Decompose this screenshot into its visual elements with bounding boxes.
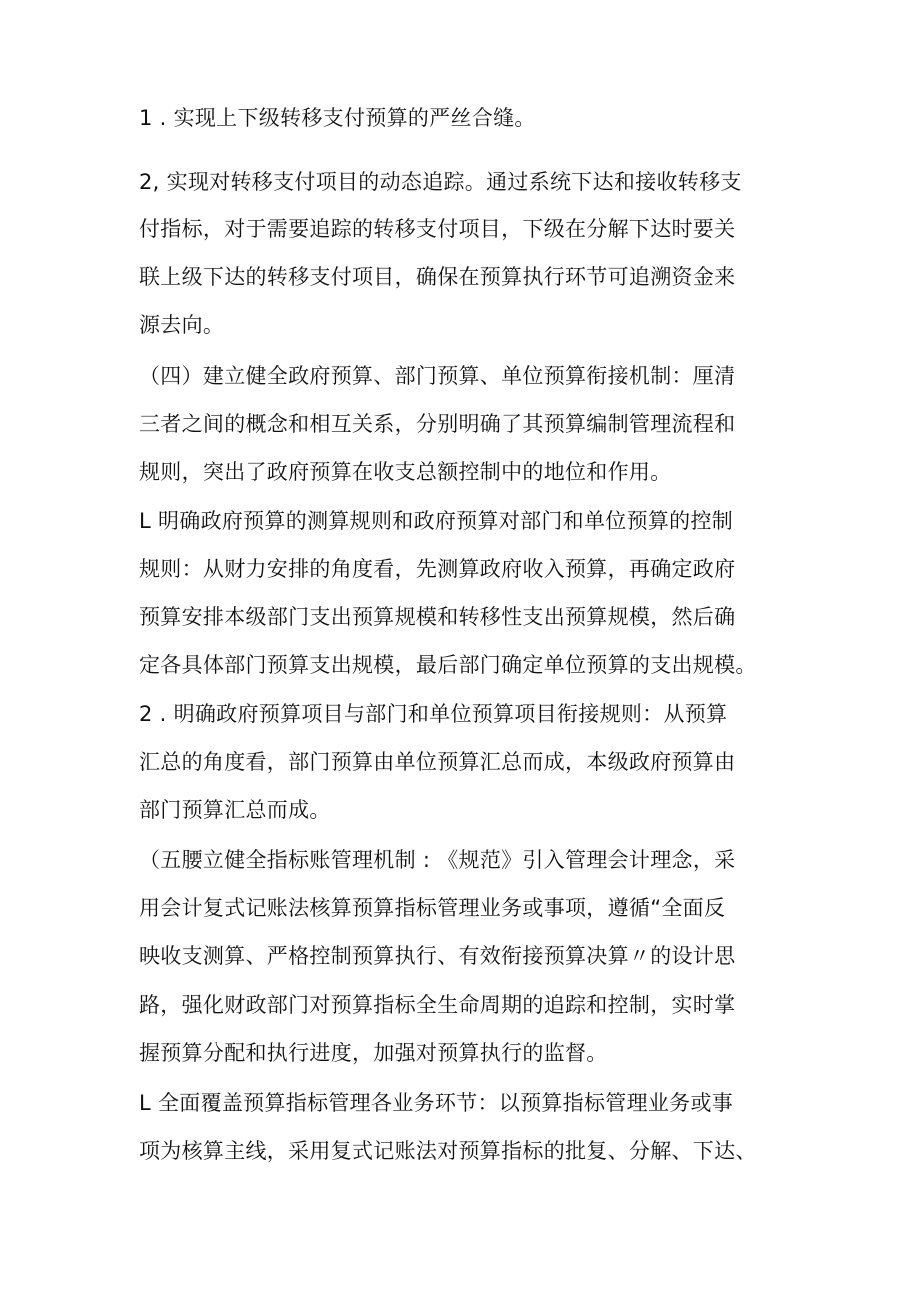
text-line: 2 . 明确政府预算项目与部门和单位预算项目衔接规则：从预算 [139,702,728,726]
text-line: 预算安排本级部门支出预算规模和转移性支出预算规模，然后确 [139,605,736,629]
text-line: 汇总的角度看，部门预算由单位预算汇总而成，本级政府预算由 [139,750,736,774]
text-line: L 全面覆盖预算指标管理各业务环节：以预算指标管理业务或事 [139,1091,734,1115]
text-line: 源去向。 [139,313,225,337]
text-line: 三者之间的概念和相互关系，分别明确了其预算编制管理流程和 [139,412,736,436]
text-line: 定各具体部门预算支出规模，最后部门确定单位预算的支出规模。 [139,653,757,677]
text-line: 联上级下达的转移支付项目，确保在预算执行环节可追溯资金来 [139,265,736,289]
text-line: 项为核算主线，采用复式记账法对预算指标的批复、分解、下达、 [139,1139,757,1163]
text-line: 1 . 实现上下级转移支付预算的严丝合缝。 [139,106,536,130]
text-line: L 明确政府预算的测算规则和政府预算对部门和单位预算的控制 [139,509,734,533]
text-line: （四）建立健全政府预算、部门预算、单位预算衔接机制：厘清 [139,364,736,388]
text-line: 付指标，对于需要追踪的转移支付项目，下级在分解下达时要关 [139,217,736,241]
text-line: 路，强化财政部门对预算指标全生命周期的追踪和控制，实时掌 [139,993,736,1017]
text-line: 2, 实现对转移支付项目的动态追踪。通过系统下达和接收转移支 [139,170,742,194]
text-line: 映收支测算、严格控制预算执行、有效衔接预算决算〃的设计思 [139,944,736,968]
text-line: 规则，突出了政府预算在收支总额控制中的地位和作用。 [139,460,672,484]
text-line: （五腰立健全指标账管理机制 : 《规范》引入管理会计理念，采 [139,848,736,872]
text-line: 部门预算汇总而成。 [139,798,331,822]
text-line: 握预算分配和执行进度，加强对预算执行的监督。 [139,1041,608,1065]
text-line: 规则：从财力安排的角度看，先测算政府收入预算，再确定政府 [139,557,736,581]
text-line: 用会计复式记账法核算预算指标管理业务或事项，遵循“全面反 [139,896,726,920]
